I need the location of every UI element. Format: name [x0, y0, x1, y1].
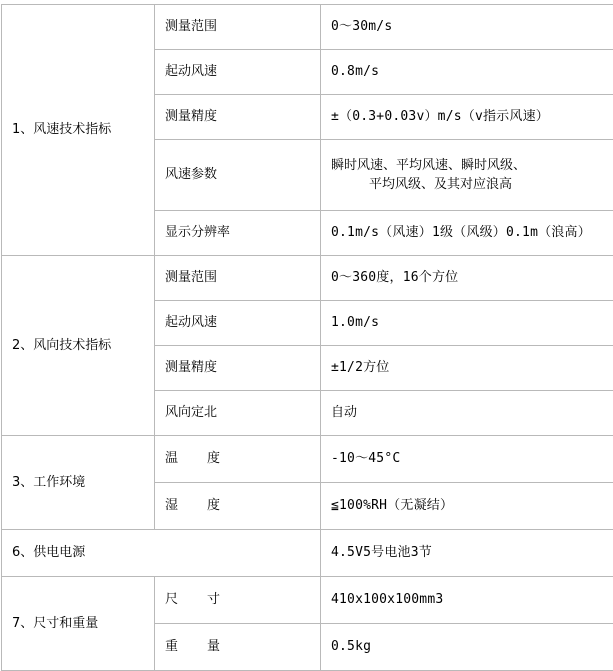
row-value: 0～30m/s	[321, 5, 613, 50]
row-value	[321, 140, 613, 211]
row-item-label: 起动风速	[155, 50, 321, 95]
row-item-label: 风向定北	[155, 391, 321, 436]
row-group-label: 2、风向技术指标	[2, 256, 155, 436]
row-value: 自动	[321, 391, 613, 436]
table-row	[2, 436, 613, 483]
row-value-line2: 平均风级、及其对应浪高	[331, 175, 613, 195]
table-row	[2, 577, 613, 624]
row-value: 4.5V5号电池3节	[321, 530, 613, 577]
row-item-label: 测量精度	[155, 346, 321, 391]
row-item-label: 测量范围	[155, 5, 321, 50]
row-value: 410x100x100mm3	[321, 577, 613, 624]
row-item-label: 尺 寸	[155, 577, 321, 624]
row-group-label: 6、供电电源	[2, 530, 321, 577]
table-row	[2, 5, 613, 50]
row-value: 0.1m/s（风速）1级（风级）0.1m（浪高）	[321, 211, 613, 256]
row-value-line1: 瞬时风速、平均风速、瞬时风级、	[331, 158, 526, 173]
row-value: 0.5kg	[321, 624, 613, 671]
row-item-label: 温 度	[155, 436, 321, 483]
row-value: 0.8m/s	[321, 50, 613, 95]
row-value: ±1/2方位	[321, 346, 613, 391]
table-row	[2, 530, 613, 577]
row-group-label: 7、尺寸和重量	[2, 577, 155, 671]
row-group-label: 1、风速技术指标	[2, 5, 155, 256]
row-value: ±（0.3+0.03v）m/s（v指示风速）	[321, 95, 613, 140]
row-item-label: 起动风速	[155, 301, 321, 346]
table-row	[2, 256, 613, 301]
row-value: -10～45°C	[321, 436, 613, 483]
row-group-label: 3、工作环境	[2, 436, 155, 530]
row-value: 0～360度，16个方位	[321, 256, 613, 301]
row-item-label: 湿 度	[155, 483, 321, 530]
row-item-label: 风速参数	[155, 140, 321, 211]
row-item-label: 测量范围	[155, 256, 321, 301]
table-body	[2, 5, 613, 671]
specifications-table	[1, 4, 613, 671]
row-value: ≦100%RH（无凝结）	[321, 483, 613, 530]
row-item-label: 显示分辨率	[155, 211, 321, 256]
row-value: 1.0m/s	[321, 301, 613, 346]
row-item-label: 重 量	[155, 624, 321, 671]
row-item-label: 测量精度	[155, 95, 321, 140]
